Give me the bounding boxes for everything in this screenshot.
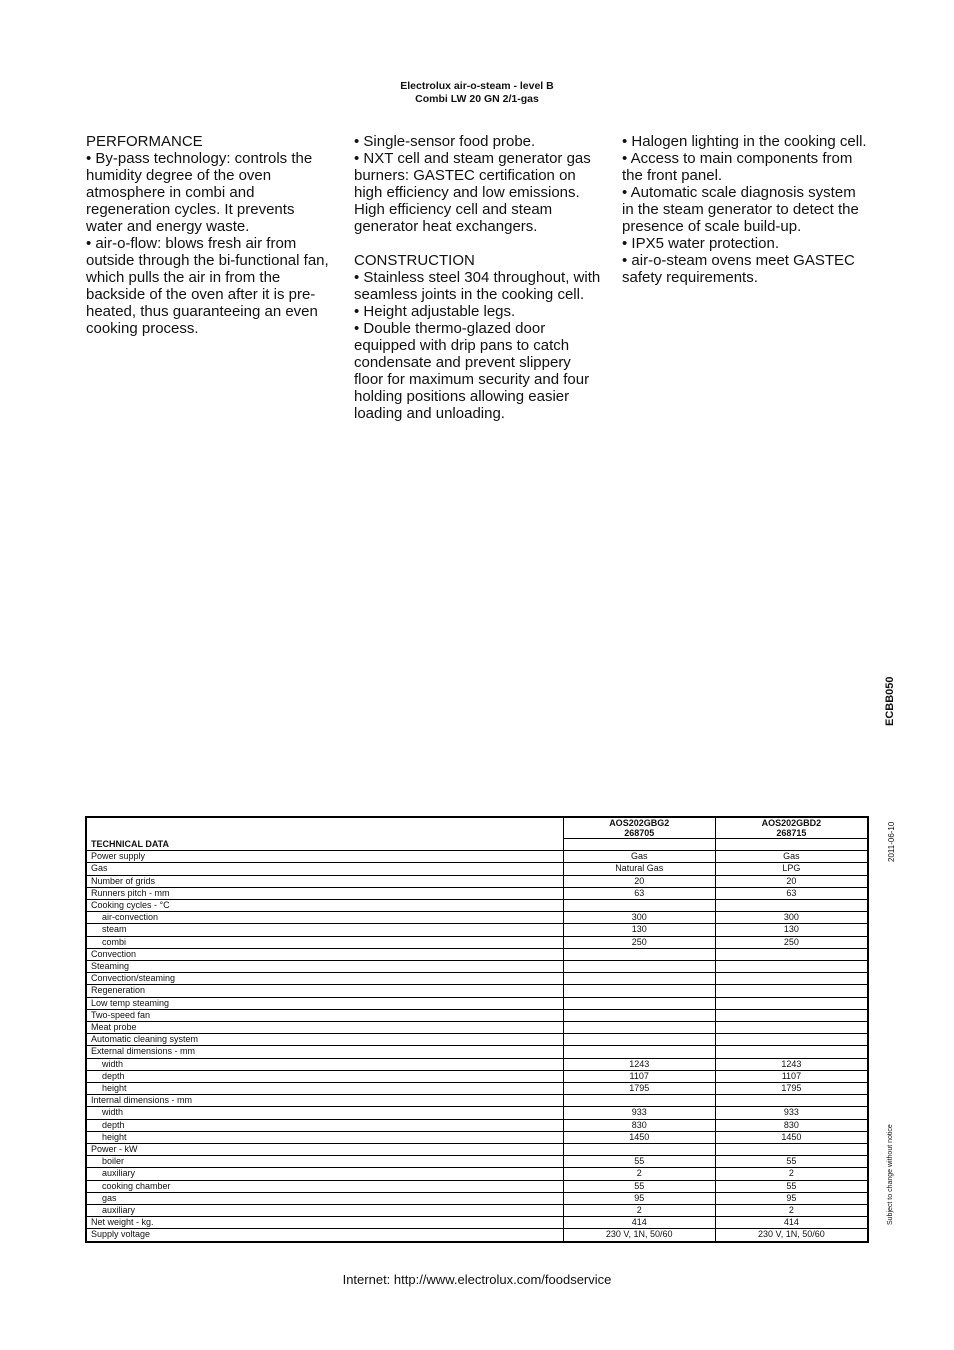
table-row: [86, 1034, 868, 1046]
row-label: height: [86, 1131, 563, 1143]
row-label: cooking chamber: [86, 1180, 563, 1192]
row-value: 414: [563, 1217, 715, 1229]
footer-url: Internet: http://www.electrolux.com/foodservice: [342, 1272, 612, 1287]
row-value: [563, 1095, 715, 1107]
document-code: ECBB050: [884, 676, 896, 726]
table-title: TECHNICAL DATA: [86, 817, 563, 851]
row-value: 2: [563, 1205, 715, 1217]
table-row: [86, 961, 868, 973]
table-body: [86, 851, 868, 1242]
header-spacer-cell: [715, 839, 868, 851]
row-value: 63: [715, 887, 868, 899]
paragraph: • Double thermo-glazed door equipped with drip pans to catch condensate and prevent slippery floor for maximum security and four holding positions allowing easier loading and unloading.: [354, 320, 590, 422]
table-row: [86, 1083, 868, 1095]
table-row: [86, 1107, 868, 1119]
paragraph: • air-o-steam ovens meet GASTEC safety requirements.: [622, 252, 855, 286]
row-label: gas: [86, 1192, 563, 1204]
row-value: 830: [563, 1119, 715, 1131]
table-row: [86, 1022, 868, 1034]
row-value: 300: [563, 912, 715, 924]
row-value: 55: [563, 1180, 715, 1192]
paragraph: • air-o-flow: blows fresh air from outside through the bi-functional fan, which pulls the air in from the backside of the oven after it is pre-heated, thus guaranteeing an even cooking process.: [86, 235, 329, 337]
row-label: Steaming: [86, 961, 563, 973]
paragraph: • Access to main components from the front panel.: [622, 150, 853, 184]
paragraph: • Single-sensor food probe.: [354, 133, 536, 150]
row-label: Meat probe: [86, 1022, 563, 1034]
text-column-3: [622, 133, 870, 286]
row-value: Gas: [563, 851, 715, 863]
row-value: [715, 997, 868, 1009]
row-value: 933: [563, 1107, 715, 1119]
row-value: 300: [715, 912, 868, 924]
row-value: [715, 1095, 868, 1107]
header-line-2: Combi LW 20 GN 2/1-gas: [415, 93, 539, 105]
table-row: [86, 1229, 868, 1242]
row-value: [715, 948, 868, 960]
row-label: Net weight - kg.: [86, 1217, 563, 1229]
row-label: Cooking cycles - °C: [86, 900, 563, 912]
row-value: [563, 1009, 715, 1021]
change-notice: Subject to change without notice: [887, 1124, 894, 1225]
paragraph: • NXT cell and steam generator gas burners: GASTEC certification on high efficiency and low emissions. High efficiency cell and steam generator heat exchangers.: [354, 150, 591, 235]
row-value: [563, 1046, 715, 1058]
table-header-row: [86, 817, 868, 839]
row-value: [715, 973, 868, 985]
table-row: [86, 948, 868, 960]
row-value: 1243: [715, 1058, 868, 1070]
row-value: 55: [715, 1180, 868, 1192]
row-value: 1107: [563, 1070, 715, 1082]
table-row: [86, 851, 868, 863]
table-row: [86, 924, 868, 936]
table-row: [86, 1192, 868, 1204]
table-row: [86, 1180, 868, 1192]
row-label: depth: [86, 1070, 563, 1082]
table-row: [86, 1009, 868, 1021]
row-label: boiler: [86, 1156, 563, 1168]
row-value: 1450: [563, 1131, 715, 1143]
row-value: 2: [715, 1168, 868, 1180]
table-row: [86, 985, 868, 997]
row-value: 63: [563, 887, 715, 899]
row-value: 230 V, 1N, 50/60: [563, 1229, 715, 1242]
row-value: [715, 1034, 868, 1046]
table-row: [86, 1131, 868, 1143]
row-label: Automatic cleaning system: [86, 1034, 563, 1046]
table-row: [86, 1144, 868, 1156]
row-value: 414: [715, 1217, 868, 1229]
row-label: Gas: [86, 863, 563, 875]
table-row: [86, 1156, 868, 1168]
row-label: Number of grids: [86, 875, 563, 887]
table-row: [86, 1070, 868, 1082]
row-value: 250: [563, 936, 715, 948]
paragraph: • By-pass technology: controls the humidity degree of the oven atmosphere in combi and regeneration cycles. It prevents water and energy waste.: [86, 150, 313, 235]
row-value: 250: [715, 936, 868, 948]
row-value: [563, 997, 715, 1009]
row-label: auxiliary: [86, 1168, 563, 1180]
model-2-name: AOS202GBD2: [761, 818, 822, 828]
header-line-1: Electrolux air-o-steam - level B: [400, 80, 554, 92]
technical-data-table: [85, 816, 869, 1243]
paragraph: • Automatic scale diagnosis system in the steam generator to detect the presence of scale build-up.: [622, 184, 859, 235]
row-value: [715, 1009, 868, 1021]
row-label: width: [86, 1058, 563, 1070]
paragraph: • Stainless steel 304 throughout, with seamless joints in the cooking cell.: [354, 269, 601, 303]
table-row: [86, 875, 868, 887]
row-label: auxiliary: [86, 1205, 563, 1217]
row-value: 1795: [563, 1083, 715, 1095]
row-value: [563, 948, 715, 960]
row-value: [715, 961, 868, 973]
row-value: 55: [715, 1156, 868, 1168]
table-row: [86, 936, 868, 948]
model-1-code: 268705: [624, 828, 655, 838]
row-value: 1795: [715, 1083, 868, 1095]
row-value: 230 V, 1N, 50/60: [715, 1229, 868, 1242]
table-row: [86, 1205, 868, 1217]
row-label: combi: [86, 936, 563, 948]
paragraph: • Height adjustable legs.: [354, 303, 516, 320]
paragraph: PERFORMANCE: [86, 133, 203, 150]
row-value: 2: [563, 1168, 715, 1180]
row-value: Natural Gas: [563, 863, 715, 875]
document-header: [0, 80, 954, 106]
row-label: air-convection: [86, 912, 563, 924]
row-value: [563, 1022, 715, 1034]
row-value: [715, 900, 868, 912]
row-label: Two-speed fan: [86, 1009, 563, 1021]
table-row: [86, 1095, 868, 1107]
row-value: Gas: [715, 851, 868, 863]
table-row: [86, 1058, 868, 1070]
header-spacer-cell: [563, 839, 715, 851]
table-row: [86, 997, 868, 1009]
row-value: 2: [715, 1205, 868, 1217]
row-label: External dimensions - mm: [86, 1046, 563, 1058]
text-column-1: [86, 133, 334, 337]
row-value: 95: [563, 1192, 715, 1204]
model-1-header: [563, 817, 715, 839]
row-value: 933: [715, 1107, 868, 1119]
model-2-code: 268715: [776, 828, 807, 838]
row-value: 95: [715, 1192, 868, 1204]
text-column-2: [354, 133, 602, 422]
row-value: [715, 1144, 868, 1156]
row-label: Runners pitch - mm: [86, 887, 563, 899]
paragraph: • IPX5 water protection.: [622, 235, 779, 252]
paragraph: • Halogen lighting in the cooking cell.: [622, 133, 867, 150]
row-label: Power supply: [86, 851, 563, 863]
row-label: Low temp steaming: [86, 997, 563, 1009]
row-label: Convection: [86, 948, 563, 960]
paragraph-gap: [354, 235, 602, 252]
row-label: height: [86, 1083, 563, 1095]
table-row: [86, 900, 868, 912]
model-2-header: [715, 817, 868, 839]
row-value: 20: [715, 875, 868, 887]
table-row: [86, 887, 868, 899]
document-date: 2011-06-10: [887, 821, 896, 862]
row-value: [563, 900, 715, 912]
table-row: [86, 1119, 868, 1131]
row-value: [563, 985, 715, 997]
row-value: [563, 1034, 715, 1046]
row-value: [563, 1144, 715, 1156]
row-value: LPG: [715, 863, 868, 875]
row-label: Regeneration: [86, 985, 563, 997]
table-row: [86, 1217, 868, 1229]
table-row: [86, 1168, 868, 1180]
row-value: 830: [715, 1119, 868, 1131]
row-value: 130: [563, 924, 715, 936]
table-row: [86, 973, 868, 985]
row-value: [715, 985, 868, 997]
row-value: 1243: [563, 1058, 715, 1070]
row-value: 55: [563, 1156, 715, 1168]
row-value: [715, 1046, 868, 1058]
row-value: [563, 973, 715, 985]
row-label: Convection/steaming: [86, 973, 563, 985]
row-value: 1107: [715, 1070, 868, 1082]
model-1-name: AOS202GBG2: [609, 818, 670, 828]
row-label: width: [86, 1107, 563, 1119]
paragraph: CONSTRUCTION: [354, 252, 475, 269]
row-label: steam: [86, 924, 563, 936]
table-row: [86, 863, 868, 875]
row-value: 20: [563, 875, 715, 887]
table-row: [86, 912, 868, 924]
row-value: [563, 961, 715, 973]
row-label: Supply voltage: [86, 1229, 563, 1242]
row-value: 130: [715, 924, 868, 936]
row-value: 1450: [715, 1131, 868, 1143]
row-label: Power - kW: [86, 1144, 563, 1156]
table-row: [86, 1046, 868, 1058]
row-label: depth: [86, 1119, 563, 1131]
row-value: [715, 1022, 868, 1034]
row-label: Internal dimensions - mm: [86, 1095, 563, 1107]
